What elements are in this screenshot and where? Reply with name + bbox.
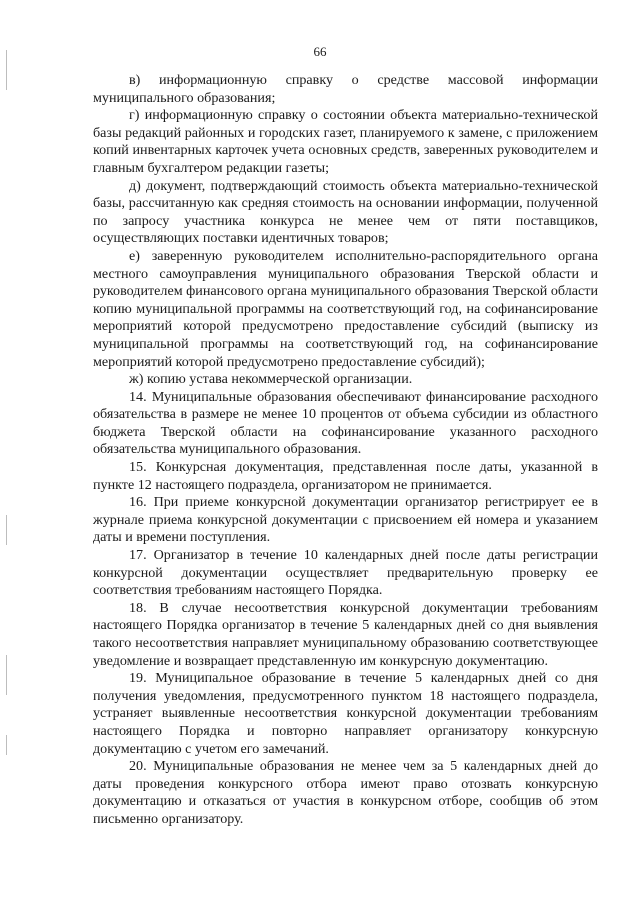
margin-mark bbox=[6, 735, 7, 755]
paragraph-item-zh: ж) копию устава некоммерческой организации. bbox=[129, 371, 413, 388]
paragraph-14: 14. Муниципальные образования обеспечивают финансирование расходного обязательства в размере не менее 10 процентов от объема субсидии из областного бюджета Тверской области на софинансирование указанного расходного обязательства муниципального образования. bbox=[93, 388, 598, 458]
paragraph-20: 20. Муниципальные образования не менее чем за 5 календарных дней до даты проведения конкурсного отбора имеют право отозвать конкурсную документацию и отказаться от участия в конкурсном отборе, сообщив об этом письменно организатору. bbox=[93, 758, 598, 827]
paragraph-19: 19. Муниципальное образование в течение 5 календарных дней со дня получения уведомления, предусмотренного пунктом 18 настоящего подраздела, устраняет выявленные несоответствия конкурсной документации требованиям настоящего Порядка и повторно направляет организатору конкурсную документацию с учетом его замечаний. bbox=[93, 670, 598, 757]
paragraph-item-g: г) информационную справку о состоянии объекта материально-технической базы редакций районных и городских газет, планируемого к замене, с приложением копий инвентарных карточек учета основных средств, заверенных руководителем и главным бухгалтером редакции газеты; bbox=[93, 107, 598, 176]
paragraph-16: 16. При приеме конкурсной документации организатор регистрирует ее в журнале приема конкурсной документации с присвоением ей номера и указанием даты и времени поступления. bbox=[93, 494, 598, 546]
paragraph-18: 18. В случае несоответствия конкурсной документации требованиям настоящего Порядка организатор в течение 5 календарных дней со дня выявления такого несоответствия направляет муниципальному образованию соответствующее уведомление и возвращает представленную им конкурсную документацию. bbox=[93, 599, 598, 669]
document-body bbox=[93, 72, 598, 829]
margin-mark bbox=[6, 515, 7, 545]
paragraph-item-v: в) информационную справку о средстве массовой информации муниципального образования; bbox=[93, 72, 598, 106]
margin-mark bbox=[6, 655, 7, 695]
page-number: 66 bbox=[313, 44, 327, 59]
paragraph-item-d: д) документ, подтверждающий стоимость объекта материально-технической базы, рассчитанную как средняя стоимость на основании информации, полученной по запросу участника конкурса не менее чем от пяти поставщиков, осуществляющих поставки идентичных товаров; bbox=[93, 177, 598, 247]
paragraph-15: 15. Конкурсная документация, представленная после даты, указанной в пункте 12 настоящего подраздела, организатором не принимается. bbox=[93, 459, 598, 493]
paragraph-item-e: е) заверенную руководителем исполнительно-распорядительного органа местного самоуправления муниципального образования Тверской области и руководителем финансового органа муниципального образования Тверской области копию муниципальной программы на соответствующий год, на софинансирование мероприятий которой предусмотрено предоставление субсидий (выписку из муниципальной программы на соответствующий год, на софинансирование мероприятий которой предусмотрено предоставление субсидий); bbox=[93, 247, 598, 370]
paragraph-17: 17. Организатор в течение 10 календарных дней после даты регистрации конкурсной документации осуществляет предварительную проверку ее соответствия требованиям настоящего Порядка. bbox=[93, 547, 598, 599]
